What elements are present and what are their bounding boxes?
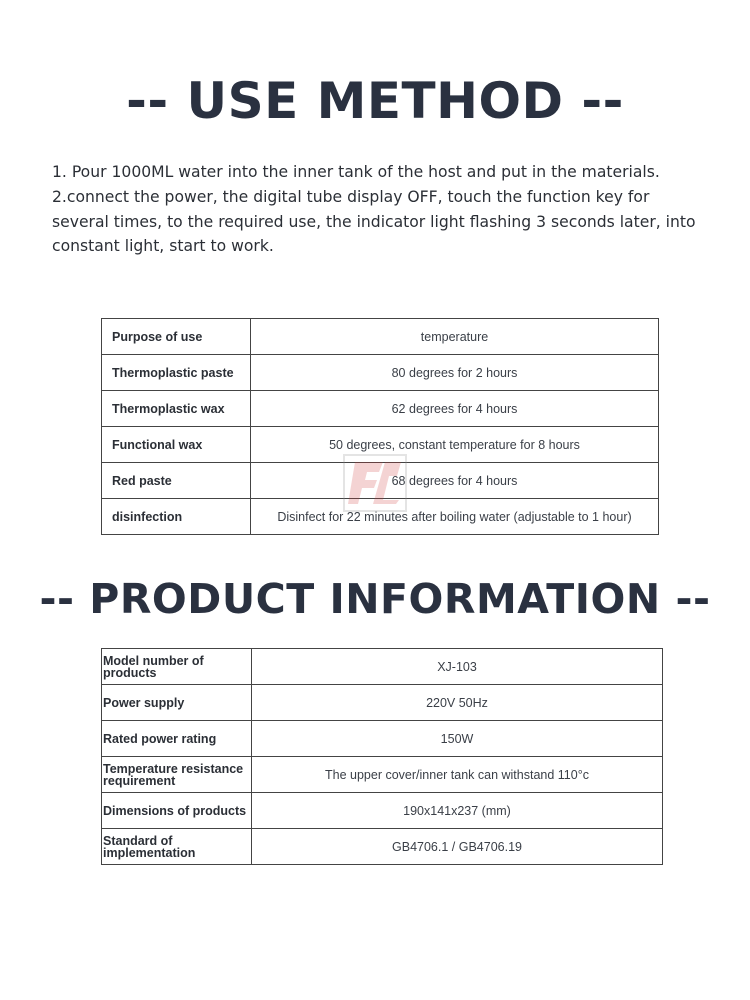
product-info-table [101,648,663,865]
table-row [102,829,663,865]
spec-key: Standard of implementation [102,829,252,865]
purpose-key: Thermoplastic wax [102,391,251,427]
spec-value: XJ-103 [252,649,663,685]
instruction-step-2: 2.connect the power, the digital tube display OFF, touch the function key for several times, to the required use, the indicator light flashing 3 seconds later, into constant light, start to work. [52,188,696,255]
purpose-header-value: temperature [251,319,659,355]
spec-value: 220V 50Hz [252,685,663,721]
spec-value: The upper cover/inner tank can withstand 110°c [252,757,663,793]
purpose-value: 62 degrees for 4 hours [251,391,659,427]
spec-key: Model number of products [102,649,252,685]
spec-value: GB4706.1 / GB4706.19 [252,829,663,865]
table-row [102,649,663,685]
purpose-value: 50 degrees, constant temperature for 8 hours [251,427,659,463]
purpose-key: Red paste [102,463,251,499]
table-row [102,757,663,793]
spec-key: Dimensions of products [102,793,252,829]
purpose-value: Disinfect for 22 minutes after boiling water (adjustable to 1 hour) [251,499,659,535]
table-row [102,391,659,427]
brand-logo-watermark-icon [343,454,407,512]
purpose-header-key: Purpose of use [102,319,251,355]
spec-value: 150W [252,721,663,757]
purpose-value: 68 degrees for 4 hours [251,463,659,499]
table-row [102,685,663,721]
purpose-value: 80 degrees for 2 hours [251,355,659,391]
table-row [102,721,663,757]
use-method-heading: -- USE METHOD -- [126,72,624,130]
instruction-step-1: 1. Pour 1000ML water into the inner tank of the host and put in the materials. [52,163,660,181]
table-row [102,355,659,391]
spec-key: Temperature resistance requirement [102,757,252,793]
product-information-heading: -- PRODUCT INFORMATION -- [39,575,711,623]
spec-value: 190x141x237 (mm) [252,793,663,829]
table-row [102,793,663,829]
purpose-key: disinfection [102,499,251,535]
spec-key: Power supply [102,685,252,721]
purpose-key: Thermoplastic paste [102,355,251,391]
purpose-key: Functional wax [102,427,251,463]
table-row [102,319,659,355]
spec-key: Rated power rating [102,721,252,757]
